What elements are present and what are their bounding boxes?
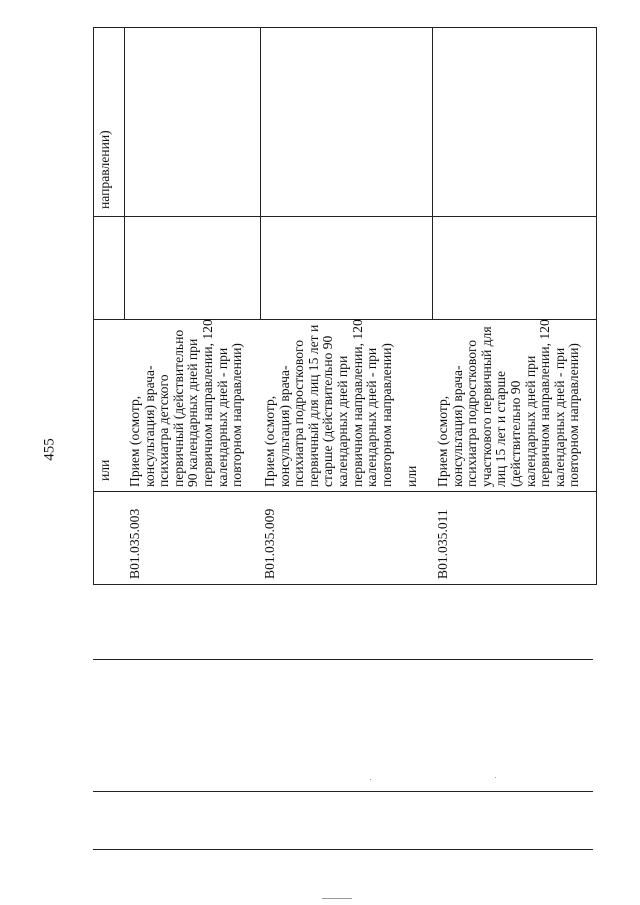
table-border-right xyxy=(596,27,597,585)
description-line: лиц 15 лет и старше xyxy=(493,370,509,487)
description-line: повторном направлении) xyxy=(378,343,394,487)
description-line: участкового первичный для xyxy=(478,326,494,487)
description-line: календарных дней - при xyxy=(551,347,567,487)
description-line: первичном направлении, 120 xyxy=(537,319,553,487)
description-line: (действительно 90 xyxy=(507,380,523,487)
service-code: B01.035.009 xyxy=(262,508,277,579)
description-line: повторном направлении) xyxy=(566,343,582,487)
description-line: Прием (осмотр, xyxy=(262,395,277,487)
description-line: Прием (осмотр, xyxy=(435,395,450,487)
description-line: 90 календарных дней при xyxy=(185,338,201,487)
description-line: первичный (действительно xyxy=(170,329,186,487)
scan-speck xyxy=(495,777,496,778)
service-code: B01.035.003 xyxy=(127,508,142,579)
service-code: B01.035.011 xyxy=(435,509,450,579)
table-border-bottom xyxy=(93,584,597,585)
table-border-top xyxy=(93,27,597,28)
top-row-right-text: направлении) xyxy=(97,130,112,209)
scan-speck xyxy=(370,779,371,780)
lower-rule-1 xyxy=(93,659,593,660)
description-line: психиатра подросткового xyxy=(291,339,307,487)
description-line: консультация) врача- xyxy=(449,365,465,487)
column-divider-2 xyxy=(260,27,261,320)
description-line: первичном направлении, 120 xyxy=(349,319,365,487)
description-line: календарных дней - при xyxy=(364,347,380,487)
page-number: 455 xyxy=(41,438,58,461)
column-divider-3 xyxy=(432,27,433,320)
row-divider-3 xyxy=(93,491,597,492)
service-description xyxy=(436,319,582,487)
alternative-label: или xyxy=(404,465,419,487)
row-divider-1 xyxy=(93,216,597,217)
description-line: Прием (осмотр, xyxy=(127,395,142,487)
table-border-left xyxy=(93,27,94,585)
description-line: первичном направлении, 120 xyxy=(199,319,215,487)
top-row-label: или xyxy=(97,459,112,481)
column-divider-1 xyxy=(124,27,125,320)
description-line: консультация) врача- xyxy=(141,365,157,487)
lower-rule-3 xyxy=(93,849,593,850)
service-description xyxy=(128,319,245,487)
service-description xyxy=(263,319,394,487)
description-line: консультация) врача- xyxy=(276,365,292,487)
description-line: первичный для лиц 15 лет и xyxy=(305,324,321,487)
description-line: календарных дней - при xyxy=(214,347,230,487)
description-line: календарных дней при xyxy=(522,355,538,487)
description-line: психиатра детского xyxy=(156,374,172,487)
description-line: повторном направлении) xyxy=(229,343,245,487)
description-line: психиатра подросткового xyxy=(464,339,480,487)
lower-rule-2 xyxy=(93,791,593,792)
scan-speck xyxy=(322,898,352,899)
description-line: старше (действительно 90 xyxy=(320,335,336,487)
description-line: календарных дней при xyxy=(334,355,350,487)
